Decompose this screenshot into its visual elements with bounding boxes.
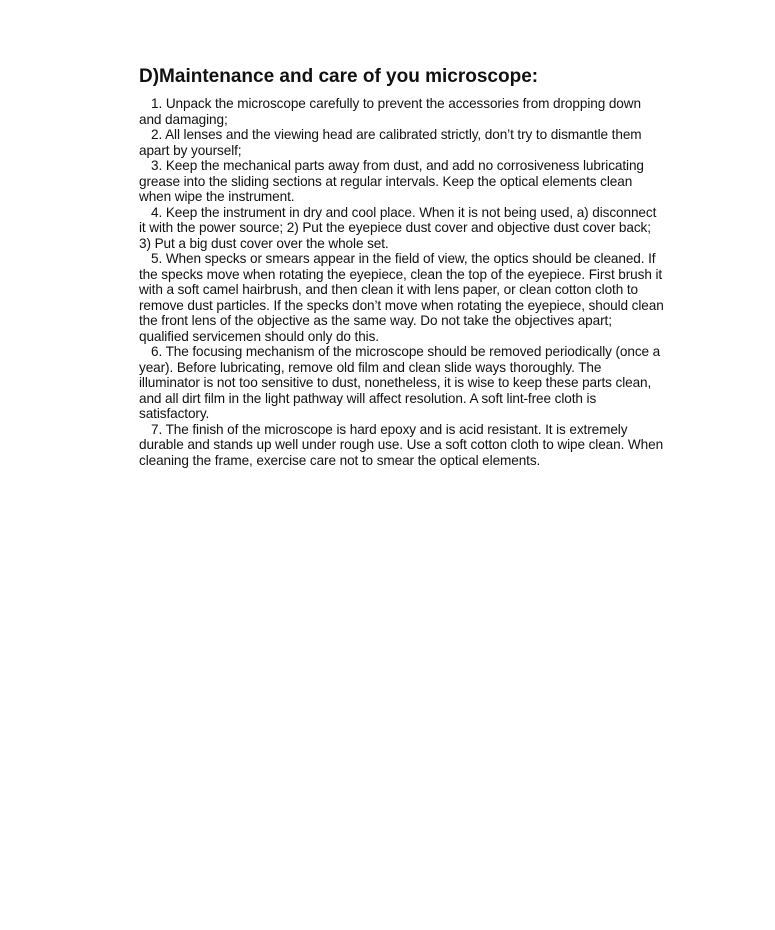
maintenance-list <box>139 96 664 468</box>
maintenance-item-2: 2. All lenses and the viewing head are calibrated strictly, don’t try to dismantle them apart by yourself; <box>139 127 642 158</box>
maintenance-item-4: 4. Keep the instrument in dry and cool place. When it is not being used, a) disconnect it with the power source; 2) Put the eyepiece dust cover and objective dust cover back; 3) Put a big dust cover over the whole set. <box>139 204 657 251</box>
maintenance-item-3: 3. Keep the mechanical parts away from dust, and add no corrosiveness lubricating grease into the sliding sections at regular intervals. Keep the optical elements clean when wipe the instrument. <box>139 158 644 204</box>
document-page <box>139 64 664 468</box>
maintenance-item-1: 1. Unpack the microscope carefully to prevent the accessories from dropping down and damaging; <box>139 96 641 127</box>
maintenance-item-7: 7. The finish of the microscope is hard epoxy and is acid resistant. It is extremely durable and stands up well under rough use. Use a soft cotton cloth to wipe clean. When cleaning the frame, exercise care not to smear the optical elements. <box>139 421 664 468</box>
maintenance-item-5: 5. When specks or smears appear in the field of view, the optics should be cleaned. If the specks move when rotating the eyepiece, clean the top of the eyepiece. First brush it with a soft camel hairbrush, and then clean it with lens paper, or clean cotton cloth to remove dust particles. If the specks don’t move when rotating the eyepiece, should clean the front lens of the objective as the same way. Do not take the objectives apart; qualified servicemen should only do this. <box>139 251 664 344</box>
section-heading: D)Maintenance and care of you microscope: <box>139 66 539 87</box>
maintenance-item-6: 6. The focusing mechanism of the microscope should be removed periodically (once a year). Before lubricating, remove old film and clean slide ways thoroughly. The illuminator is not too sensitive to dust, nonetheless, it is wise to keep these parts clean, and all dirt film in the light pathway will affect resolution. A soft lint-free cloth is satisfactory. <box>139 344 661 421</box>
